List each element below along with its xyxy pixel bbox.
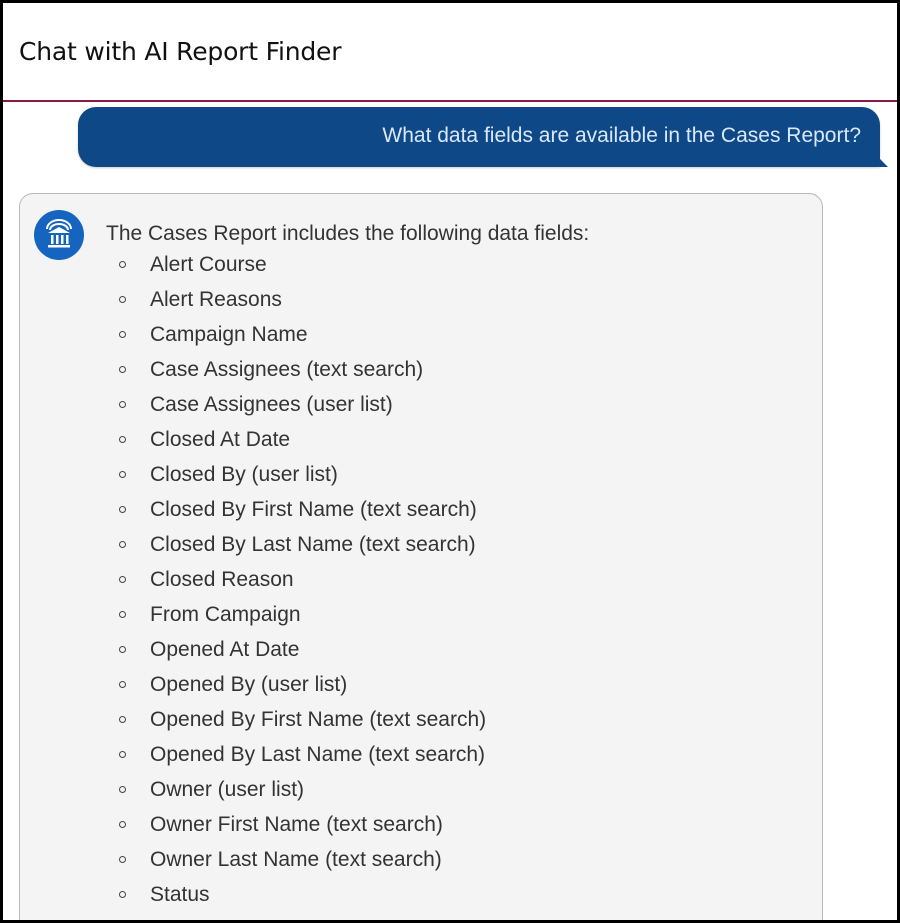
list-item: Alert Course xyxy=(106,250,486,285)
list-item: Campaign Name xyxy=(106,320,486,355)
list-item: Opened By (user list) xyxy=(106,670,486,705)
chat-header xyxy=(3,3,897,102)
list-item: Case Assignees (text search) xyxy=(106,355,486,390)
list-item: From Campaign xyxy=(106,600,486,635)
chat-title: Chat with AI Report Finder xyxy=(19,37,342,66)
list-item: Closed At Date xyxy=(106,425,486,460)
list-item: Owner Last Name (text search) xyxy=(106,845,486,880)
data-field-list xyxy=(106,250,486,915)
institution-icon-svg xyxy=(42,218,76,252)
user-message-text: What data fields are available in the Cases Report? xyxy=(382,124,861,147)
list-item: Status xyxy=(106,880,486,915)
list-item: Closed By First Name (text search) xyxy=(106,495,486,530)
institution-icon xyxy=(34,210,84,260)
list-item: Opened By First Name (text search) xyxy=(106,705,486,740)
list-item: Closed By (user list) xyxy=(106,460,486,495)
ai-response-intro: The Cases Report includes the following data fields: xyxy=(106,222,590,245)
conversation-area[interactable] xyxy=(3,102,897,920)
list-item: Closed Reason xyxy=(106,565,486,600)
list-item: Opened At Date xyxy=(106,635,486,670)
list-item: Closed By Last Name (text search) xyxy=(106,530,486,565)
list-item: Opened By Last Name (text search) xyxy=(106,740,486,775)
list-item: Owner (user list) xyxy=(106,775,486,810)
list-item: Alert Reasons xyxy=(106,285,486,320)
list-item: Owner First Name (text search) xyxy=(106,810,486,845)
user-message-bubble xyxy=(78,107,880,167)
ai-response-bubble xyxy=(19,193,823,923)
list-item: Case Assignees (user list) xyxy=(106,390,486,425)
